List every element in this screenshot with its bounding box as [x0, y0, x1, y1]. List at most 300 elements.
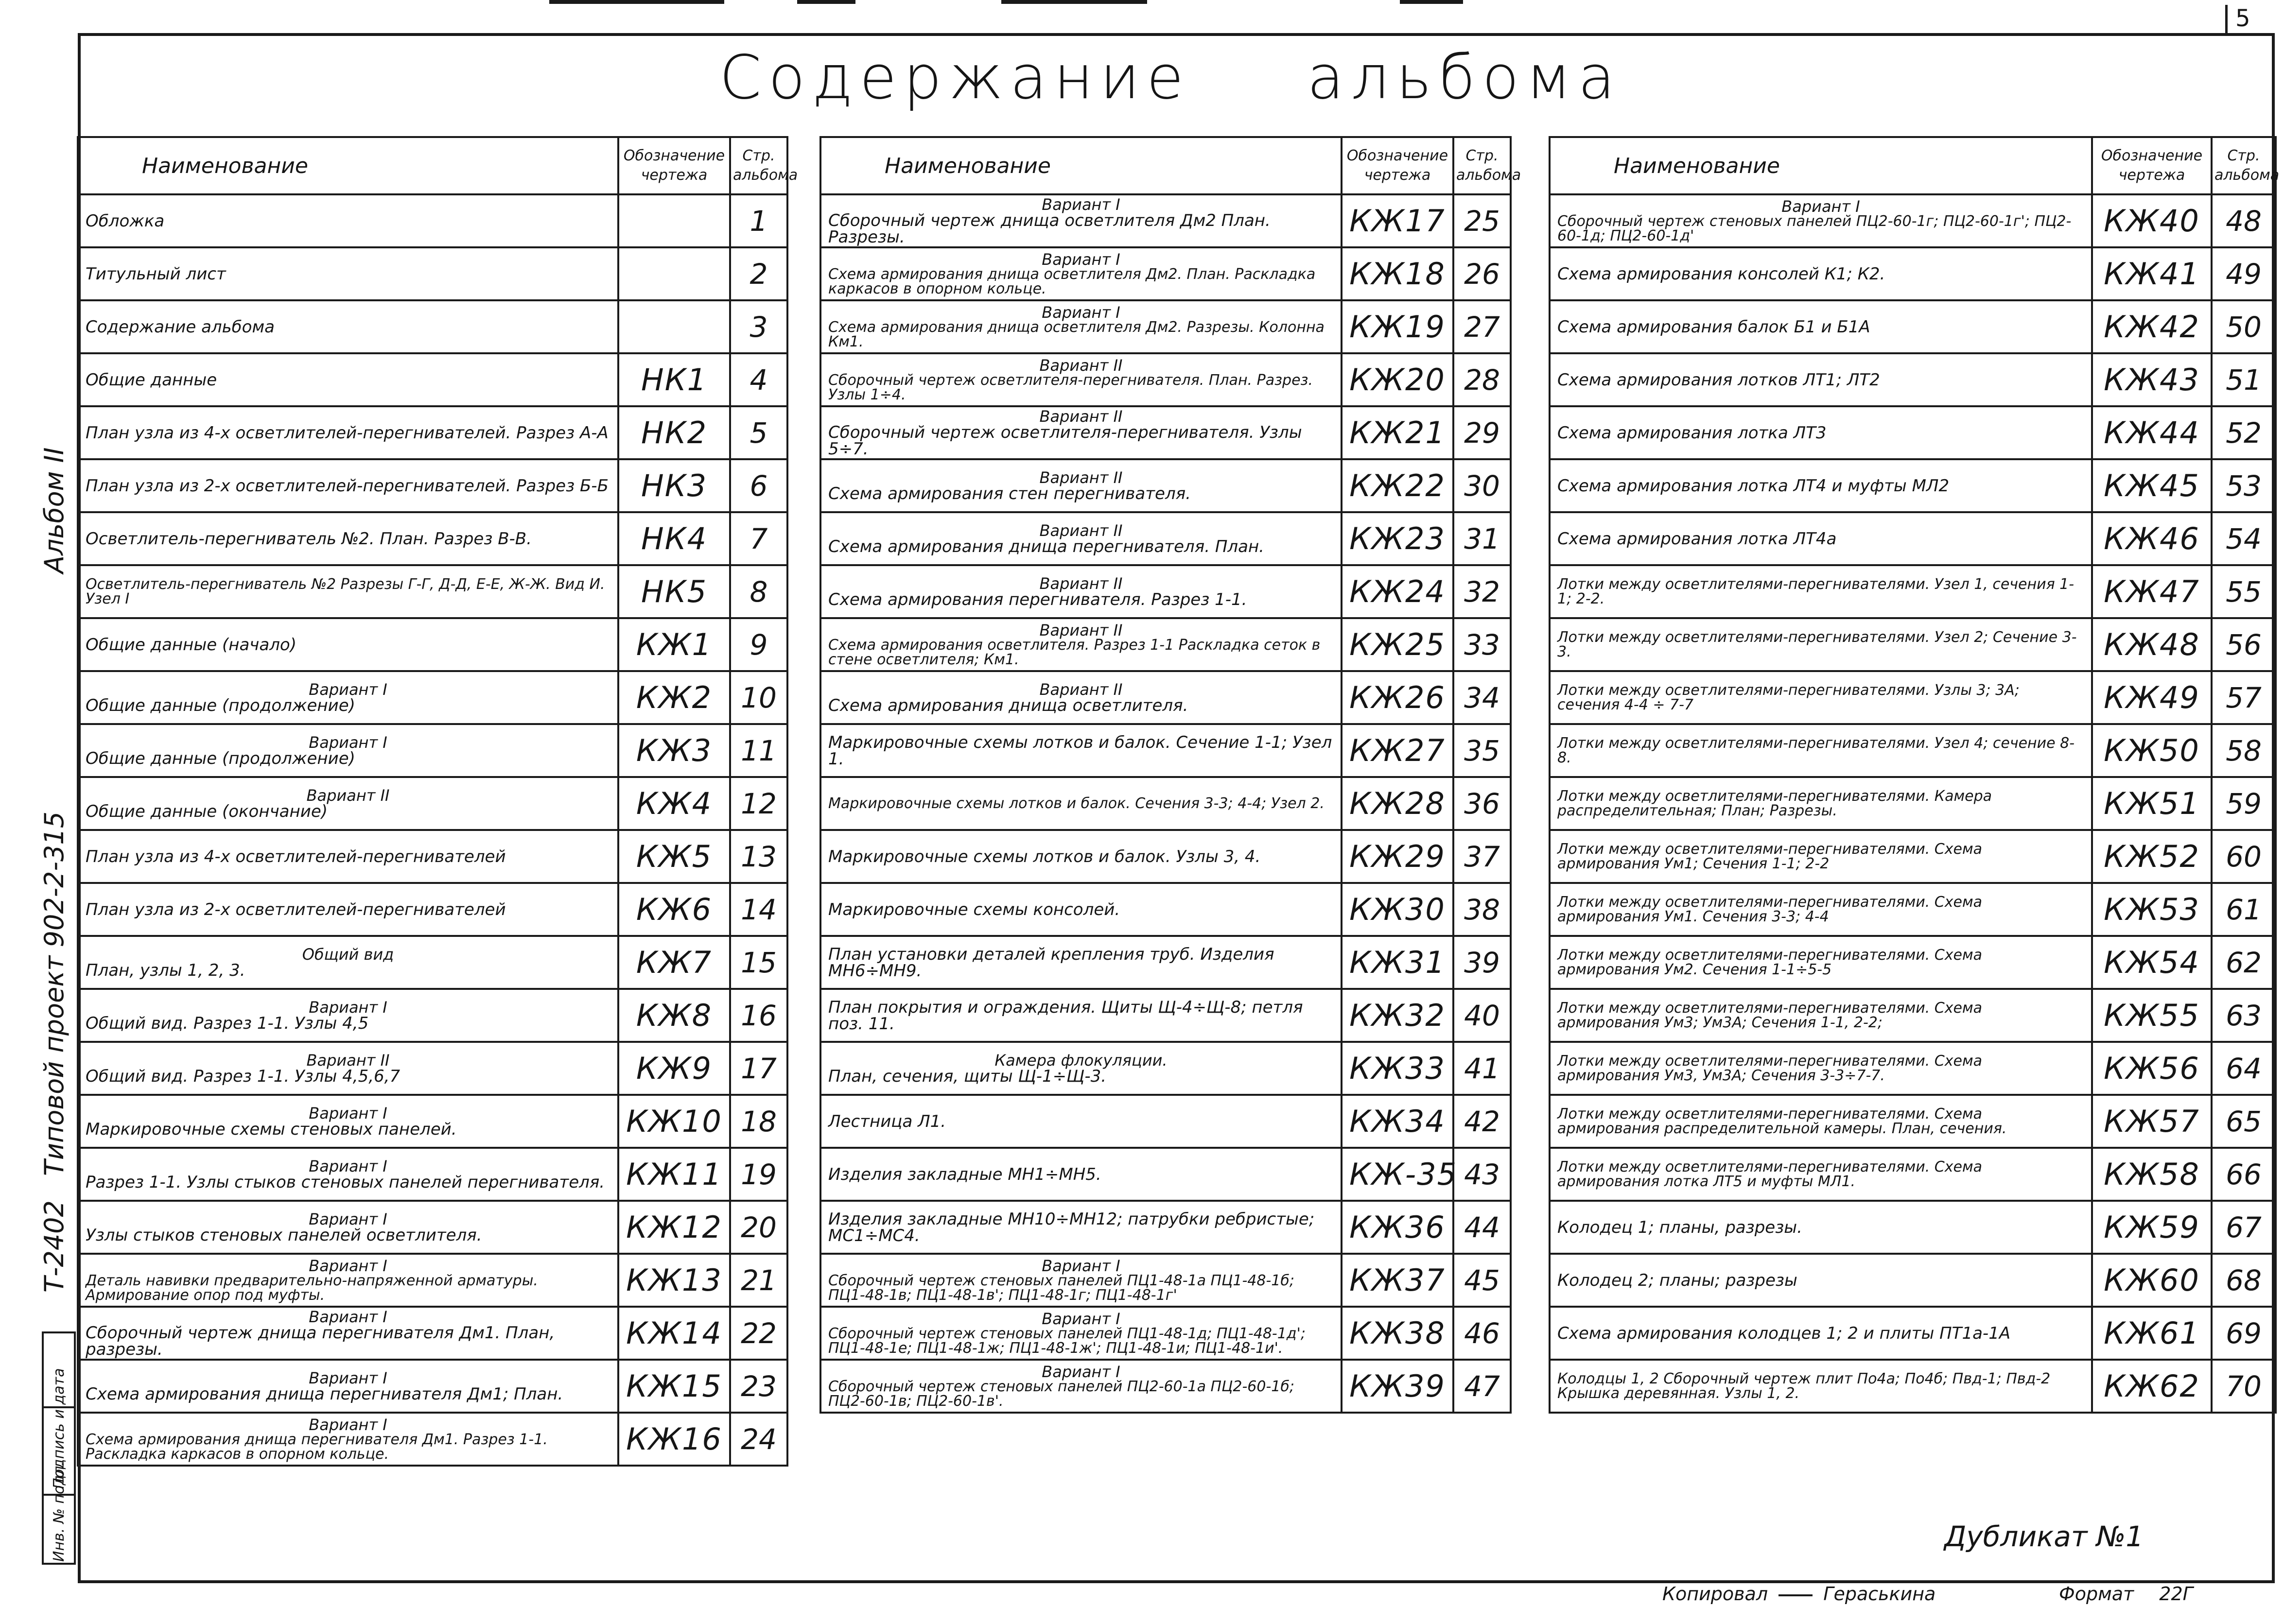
item-page: 67: [2212, 1201, 2276, 1254]
item-page: 6: [730, 459, 787, 512]
item-name-cell: [78, 406, 618, 459]
item-name: Схема армирования консолей К1; К2.: [1557, 264, 1885, 284]
item-designation: КЖ62: [2092, 1360, 2212, 1413]
item-designation: КЖ25: [1342, 618, 1453, 671]
table-row: [1550, 459, 2276, 512]
item-designation: КЖ22: [1342, 459, 1453, 512]
format-label: Формат: [2059, 1583, 2134, 1605]
table-row: [1550, 989, 2276, 1042]
item-variant: Вариант II: [1039, 621, 1123, 639]
table-row: [78, 777, 787, 830]
item-page: 18: [730, 1095, 787, 1148]
item-name: Схема армирования балок Б1 и Б1А: [1557, 317, 1870, 337]
item-page: 20: [730, 1201, 787, 1254]
item-variant: Вариант II: [306, 786, 390, 805]
item-designation: КЖ46: [2092, 512, 2212, 565]
item-name-cell: [78, 1413, 618, 1466]
item-designation: НК3: [618, 459, 730, 512]
item-designation: КЖ61: [2092, 1307, 2212, 1360]
copied-name: Гераськина: [1823, 1583, 1936, 1605]
item-name: План узла из 2-х осветлителей-перегнивателей. Разрез Б-Б: [86, 476, 609, 496]
item-name: Колодец 2; планы; разрезы: [1557, 1270, 1797, 1290]
item-name-cell: [78, 1095, 618, 1148]
item-name: Деталь навивки предварительно-напряженной арматуры. Армирование опор под муфты.: [86, 1272, 538, 1304]
item-name-cell: [1550, 1201, 2092, 1254]
item-page: 2: [730, 247, 787, 300]
table-row: [78, 1042, 787, 1095]
item-name-cell: [820, 512, 1342, 565]
item-variant: Вариант II: [1039, 468, 1123, 487]
item-name-cell: [78, 671, 618, 724]
item-designation: КЖ44: [2092, 406, 2212, 459]
cut-edge-mark: [1001, 0, 1147, 4]
item-page: 42: [1453, 1095, 1511, 1148]
item-designation: КЖ28: [1342, 777, 1453, 830]
item-name-cell: [1550, 1254, 2092, 1307]
item-page: 46: [1453, 1307, 1511, 1360]
item-page: 35: [1453, 724, 1511, 777]
table-row: [820, 1201, 1511, 1254]
item-name: Схема армирования стен перегнивателя.: [828, 484, 1191, 503]
item-page: 64: [2212, 1042, 2276, 1095]
stamp-box: [42, 1331, 76, 1565]
item-name: Узлы стыков стеновых панелей осветлителя.: [86, 1225, 482, 1245]
item-page: 13: [730, 830, 787, 883]
item-name: План установки деталей крепления труб. Изделия МН6÷МН9.: [828, 944, 1274, 981]
table-row: [78, 936, 787, 989]
item-variant: Вариант I: [309, 1368, 387, 1387]
copied-label: Копировал: [1662, 1583, 1768, 1605]
item-page: 40: [1453, 989, 1511, 1042]
item-name-cell: [78, 194, 618, 247]
item-designation: КЖ43: [2092, 353, 2212, 406]
item-name: Лотки между осветлителями-перегнивателями. Узлы 3; 3А; сечения 4-4 ÷ 7-7: [1557, 681, 2020, 713]
item-variant: Общий вид: [302, 945, 394, 964]
item-name-cell: [820, 618, 1342, 671]
item-name-cell: [1550, 777, 2092, 830]
format-value: 22Г: [2159, 1583, 2193, 1605]
item-designation: КЖ19: [1342, 300, 1453, 353]
table-row: [78, 300, 787, 353]
item-variant: Вариант I: [309, 1256, 387, 1275]
item-name-cell: [78, 1307, 618, 1360]
item-name-cell: [78, 1042, 618, 1095]
item-name: Лестница Л1.: [828, 1111, 946, 1131]
item-name-cell: [820, 671, 1342, 724]
item-name: Схема армирования колодцев 1; 2 и плиты ПТ1а-1А: [1557, 1323, 2011, 1343]
table-row: [78, 830, 787, 883]
item-variant: Вариант I: [309, 1209, 387, 1228]
item-page: 14: [730, 883, 787, 936]
item-page: 33: [1453, 618, 1511, 671]
item-name-cell: [78, 830, 618, 883]
project-label: Типовой проект 902-2-315: [39, 811, 70, 1176]
item-page: 50: [2212, 300, 2276, 353]
item-designation: КЖ23: [1342, 512, 1453, 565]
item-name: Колодец 1; планы, разрезы.: [1557, 1217, 1802, 1237]
table-row: [820, 1042, 1511, 1095]
table-row: [78, 1201, 787, 1254]
table-row: [820, 247, 1511, 300]
item-page: 39: [1453, 936, 1511, 989]
item-designation: КЖ5: [618, 830, 730, 883]
item-variant: Вариант II: [1039, 407, 1123, 426]
item-page: 25: [1453, 194, 1511, 247]
item-designation: КЖ36: [1342, 1201, 1453, 1254]
item-name: Лотки между осветлителями-перегнивателями. Камера распределительная; План; Разрезы.: [1557, 787, 1992, 819]
item-name-cell: [1550, 618, 2092, 671]
item-name-cell: [78, 936, 618, 989]
item-page: 41: [1453, 1042, 1511, 1095]
item-name-cell: [1550, 1095, 2092, 1148]
item-name: Лотки между осветлителями-перегнивателями. Схема армирования Ум2. Сечения 1-1÷5-5: [1557, 946, 1982, 978]
item-designation: КЖ18: [1342, 247, 1453, 300]
table-row: [1550, 1254, 2276, 1307]
item-name: Схема армирования перегнивателя. Разрез 1-1.: [828, 589, 1247, 609]
item-name: Титульный лист: [86, 264, 226, 284]
item-name-cell: [820, 300, 1342, 353]
table-row: [78, 512, 787, 565]
item-designation: КЖ3: [618, 724, 730, 777]
item-name-cell: [820, 1042, 1342, 1095]
item-variant: Вариант II: [1039, 356, 1123, 375]
item-designation: КЖ11: [618, 1148, 730, 1201]
item-name: Лотки между осветлителями-перегнивателями. Узел 1, сечения 1-1; 2-2.: [1557, 575, 2075, 607]
item-page: 63: [2212, 989, 2276, 1042]
item-designation: КЖ34: [1342, 1095, 1453, 1148]
table-row: [78, 989, 787, 1042]
table-row: [820, 1254, 1511, 1307]
item-variant: Вариант I: [309, 680, 387, 699]
item-name-cell: [78, 353, 618, 406]
item-name-cell: [820, 936, 1342, 989]
item-name: Схема армирования днища осветлителя.: [828, 695, 1188, 715]
table-row: [820, 406, 1511, 459]
item-designation: КЖ8: [618, 989, 730, 1042]
table-row: [1550, 247, 2276, 300]
col-header-page: Стр. альбома: [730, 137, 787, 194]
page-title: [719, 34, 1622, 121]
item-page: 59: [2212, 777, 2276, 830]
table-row: [820, 300, 1511, 353]
item-designation: КЖ33: [1342, 1042, 1453, 1095]
item-designation: [618, 300, 730, 353]
item-page: 45: [1453, 1254, 1511, 1307]
item-name-cell: [820, 1201, 1342, 1254]
item-page: 48: [2212, 194, 2276, 247]
item-page: 26: [1453, 247, 1511, 300]
item-designation: КЖ55: [2092, 989, 2212, 1042]
item-name-cell: [1550, 830, 2092, 883]
table-row: [78, 565, 787, 618]
item-name: Лотки между осветлителями-перегнивателями. Схема армирования Ум3, Ум3А; Сечения 3-3÷7-7.: [1557, 1052, 1982, 1084]
item-name-cell: [1550, 883, 2092, 936]
item-designation: КЖ49: [2092, 671, 2212, 724]
table-row: [78, 406, 787, 459]
col-header-name: Наименование: [1550, 137, 2092, 194]
item-variant: Вариант I: [309, 1307, 387, 1326]
item-name-cell: [1550, 1360, 2092, 1413]
item-designation: КЖ39: [1342, 1360, 1453, 1413]
item-designation: КЖ29: [1342, 830, 1453, 883]
item-name-cell: [820, 883, 1342, 936]
item-name: Изделия закладные МН10÷МН12; патрубки ребристые; МС1÷МС4.: [828, 1209, 1315, 1245]
item-designation: НК4: [618, 512, 730, 565]
item-name-cell: [820, 565, 1342, 618]
item-name-cell: [78, 777, 618, 830]
item-designation: КЖ60: [2092, 1254, 2212, 1307]
item-page: 43: [1453, 1148, 1511, 1201]
table-row: [820, 512, 1511, 565]
item-name: Сборочный чертеж осветлителя-перегнивателя. План. Разрез. Узлы 1÷4.: [828, 371, 1313, 403]
item-page: 62: [2212, 936, 2276, 989]
table-row: [1550, 1148, 2276, 1201]
item-designation: КЖ59: [2092, 1201, 2212, 1254]
item-page: 5: [730, 406, 787, 459]
table-row: [1550, 300, 2276, 353]
item-name-cell: [1550, 247, 2092, 300]
item-designation: КЖ4: [618, 777, 730, 830]
item-name: Общий вид. Разрез 1-1. Узлы 4,5,6,7: [86, 1066, 401, 1086]
item-designation: КЖ20: [1342, 353, 1453, 406]
item-page: 66: [2212, 1148, 2276, 1201]
item-designation: КЖ48: [2092, 618, 2212, 671]
item-designation: КЖ26: [1342, 671, 1453, 724]
item-name: Колодцы 1, 2 Сборочный чертеж плит По4а; По4б; Пвд-1; Пвд-2 Крышка деревянная. Узлы 1, 2.: [1557, 1370, 2051, 1402]
item-designation: КЖ51: [2092, 777, 2212, 830]
item-name-cell: [820, 459, 1342, 512]
item-name: Лотки между осветлителями-перегнивателями. Схема армирования Ум3; Ум3А; Сечения 1-1, 2-2;: [1557, 999, 1982, 1031]
item-page: 16: [730, 989, 787, 1042]
item-name: Схема армирования лотков ЛТ1; ЛТ2: [1557, 370, 1880, 390]
item-name: Осветлитель-перегниватель №2 Разрезы Г-Г, Д-Д, Е-Е, Ж-Ж. Вид И. Узел I: [86, 575, 605, 607]
item-designation: КЖ32: [1342, 989, 1453, 1042]
item-name-cell: [820, 1360, 1342, 1413]
table-row: [78, 1095, 787, 1148]
item-page: 36: [1453, 777, 1511, 830]
table-row: [1550, 194, 2276, 247]
table-row: [1550, 1095, 2276, 1148]
item-designation: КЖ53: [2092, 883, 2212, 936]
item-name: Схема армирования днища перегнивателя Дм1; План.: [86, 1384, 563, 1404]
item-designation: КЖ56: [2092, 1042, 2212, 1095]
page-title-part2: альбома: [1307, 43, 1622, 113]
page-title-part1: Содержание: [719, 43, 1191, 113]
item-page: 37: [1453, 830, 1511, 883]
table-row: [820, 353, 1511, 406]
item-name-cell: [1550, 671, 2092, 724]
col-header-name: Наименование: [78, 137, 618, 194]
item-designation: КЖ24: [1342, 565, 1453, 618]
item-name: Маркировочные схемы лотков и балок. Узлы 3, 4.: [828, 847, 1261, 866]
item-designation: КЖ27: [1342, 724, 1453, 777]
item-name: Разрез 1-1. Узлы стыков стеновых панелей перегнивателя.: [86, 1172, 605, 1192]
table-row: [78, 671, 787, 724]
item-page: 23: [730, 1360, 787, 1413]
item-designation: КЖ47: [2092, 565, 2212, 618]
item-page: 10: [730, 671, 787, 724]
item-designation: КЖ2: [618, 671, 730, 724]
item-page: 32: [1453, 565, 1511, 618]
table-row: [820, 777, 1511, 830]
item-name: Изделия закладные МН1÷МН5.: [828, 1164, 1101, 1184]
item-name: Схема армирования лотка ЛТ4а: [1557, 529, 1837, 549]
item-name-cell: [820, 247, 1342, 300]
table-row: [1550, 565, 2276, 618]
table-row: [1550, 671, 2276, 724]
item-variant: Вариант I: [309, 1157, 387, 1175]
table-row: [78, 883, 787, 936]
item-name: Схема армирования осветлителя. Разрез 1-1 Раскладка сеток в стене осветлителя; Км1.: [828, 636, 1321, 668]
item-name: Общие данные (продолжение): [86, 695, 355, 715]
item-name-cell: [1550, 459, 2092, 512]
item-designation: КЖ41: [2092, 247, 2212, 300]
item-name: Сборочный чертеж стеновых панелей ПЦ1-48-1д; ПЦ1-48-1д'; ПЦ1-48-1е; ПЦ1-48-1ж; ПЦ1-48-1ж'; ПЦ1-48-1и; ПЦ1-48-1и'.: [828, 1325, 1306, 1357]
item-page: 61: [2212, 883, 2276, 936]
item-page: 44: [1453, 1201, 1511, 1254]
table-row: [820, 724, 1511, 777]
item-name: План покрытия и ограждения. Щиты Щ-4÷Щ-8; петля поз. 11.: [828, 997, 1303, 1034]
item-name: Лотки между осветлителями-перегнивателями. Схема армирования распределительной камеры. План, сечения.: [1557, 1105, 2007, 1137]
item-name-cell: [820, 353, 1342, 406]
item-page: 21: [730, 1254, 787, 1307]
item-name: Схема армирования днища осветлителя Дм2. План. Раскладка каркасов в опорном кольце.: [828, 265, 1316, 297]
item-name: План, узлы 1, 2, 3.: [86, 960, 245, 980]
item-designation: КЖ9: [618, 1042, 730, 1095]
item-name: Сборочный чертеж стеновых панелей ПЦ2-60-1г; ПЦ2-60-1г'; ПЦ2-60-1д; ПЦ2-60-1д': [1557, 212, 2072, 244]
col-header-page: Стр. альбома: [1453, 137, 1511, 194]
item-page: 49: [2212, 247, 2276, 300]
item-page: 30: [1453, 459, 1511, 512]
table-row: [78, 724, 787, 777]
item-designation: КЖ57: [2092, 1095, 2212, 1148]
table-row: [1550, 1307, 2276, 1360]
table-row: [1550, 936, 2276, 989]
table-row: [1550, 1360, 2276, 1413]
item-page: 53: [2212, 459, 2276, 512]
item-variant: Вариант II: [1039, 521, 1123, 540]
table-row: [1550, 830, 2276, 883]
item-name-cell: [820, 989, 1342, 1042]
item-name-cell: [1550, 194, 2092, 247]
item-page: 22: [730, 1307, 787, 1360]
item-name: Сборочный чертеж осветлителя-перегнивателя. Узлы 5÷7.: [828, 422, 1302, 459]
item-designation: КЖ-35: [1342, 1148, 1453, 1201]
item-designation: КЖ52: [2092, 830, 2212, 883]
item-name-cell: [78, 1148, 618, 1201]
table-row: [820, 459, 1511, 512]
item-name-cell: [78, 247, 618, 300]
item-name-cell: [820, 1254, 1342, 1307]
item-variant: Вариант I: [1042, 1309, 1120, 1328]
col-header-page: Стр. альбома: [2212, 137, 2276, 194]
item-name: Схема армирования лотка ЛТ4 и муфты МЛ2: [1557, 476, 1950, 496]
table-row: [1550, 406, 2276, 459]
item-name-cell: [820, 406, 1342, 459]
item-designation: КЖ37: [1342, 1254, 1453, 1307]
table-row: [820, 1307, 1511, 1360]
cut-edge-mark: [1400, 0, 1463, 4]
item-variant: Вариант I: [309, 733, 387, 752]
item-name-cell: [78, 618, 618, 671]
table-row: [78, 1254, 787, 1307]
item-name-cell: [1550, 724, 2092, 777]
format-block: [2059, 1583, 2193, 1605]
item-page: 54: [2212, 512, 2276, 565]
table-row: [78, 1360, 787, 1413]
item-designation: КЖ14: [618, 1307, 730, 1360]
item-name-cell: [820, 724, 1342, 777]
item-variant: Вариант I: [1042, 195, 1120, 214]
item-name-cell: [820, 777, 1342, 830]
col-header-designation: Обозначение чертежа: [2092, 137, 2212, 194]
item-name: Лотки между осветлителями-перегнивателями. Узел 2; Сечение 3-3.: [1557, 628, 2077, 660]
cut-edge-mark: [797, 0, 855, 4]
item-designation: КЖ40: [2092, 194, 2212, 247]
item-designation: НК2: [618, 406, 730, 459]
item-name: Лотки между осветлителями-перегнивателями. Схема армирования Ум1. Сечения 3-3; 4-4: [1557, 893, 1982, 925]
item-name: Общие данные (продолжение): [86, 748, 355, 768]
table-row: [820, 936, 1511, 989]
table-row: [1550, 512, 2276, 565]
item-name: Сборочный чертеж днища осветлителя Дм2 План. Разрезы.: [828, 210, 1271, 247]
table-row: [820, 830, 1511, 883]
item-name: Общие данные: [86, 370, 217, 390]
item-name: Лотки между осветлителями-перегнивателями. Схема армирования лотка ЛТ5 и муфты МЛ1.: [1557, 1158, 1982, 1190]
item-name-cell: [78, 1254, 618, 1307]
item-page: 7: [730, 512, 787, 565]
item-designation: КЖ21: [1342, 406, 1453, 459]
item-designation: [618, 247, 730, 300]
item-name-cell: [1550, 512, 2092, 565]
item-page: 65: [2212, 1095, 2276, 1148]
item-name: Маркировочные схемы стеновых панелей.: [86, 1119, 457, 1139]
item-page: 56: [2212, 618, 2276, 671]
item-name-cell: [820, 830, 1342, 883]
table-row: [1550, 724, 2276, 777]
item-page: 47: [1453, 1360, 1511, 1413]
item-variant: Вариант II: [306, 1051, 390, 1070]
sheet-number-mark: 5: [2225, 5, 2269, 34]
item-page: 9: [730, 618, 787, 671]
item-variant: Вариант I: [1042, 1256, 1120, 1275]
item-name-cell: [1550, 1042, 2092, 1095]
item-name: Сборочный чертеж стеновых панелей ПЦ1-48-1а ПЦ1-48-1б; ПЦ1-48-1в; ПЦ1-48-1в'; ПЦ1-48-1г; ПЦ1-48-1г': [828, 1272, 1294, 1304]
table-row: [78, 1307, 787, 1360]
item-page: 31: [1453, 512, 1511, 565]
item-name-cell: [78, 724, 618, 777]
item-variant: Вариант II: [1039, 574, 1123, 593]
table-row: [820, 1095, 1511, 1148]
table-row: [820, 565, 1511, 618]
item-name: Схема армирования днища перегнивателя. План.: [828, 536, 1264, 556]
table-header: [78, 137, 787, 194]
duplicate-stamp: Дубликат №1: [1944, 1520, 2144, 1553]
item-page: 51: [2212, 353, 2276, 406]
item-name-cell: [78, 565, 618, 618]
item-page: 3: [730, 300, 787, 353]
item-variant: Вариант I: [1042, 303, 1120, 322]
table-row: [78, 247, 787, 300]
signature: [1778, 1594, 1813, 1596]
stamp-inv-label: Инв. № подл.: [51, 1461, 68, 1562]
item-page: 57: [2212, 671, 2276, 724]
item-name: Общие данные (начало): [86, 635, 296, 655]
item-name-cell: [78, 989, 618, 1042]
item-name: Лотки между осветлителями-перегнивателями. Узел 4; сечение 8-8.: [1557, 734, 2075, 766]
item-name-cell: [820, 1307, 1342, 1360]
item-page: 1: [730, 194, 787, 247]
